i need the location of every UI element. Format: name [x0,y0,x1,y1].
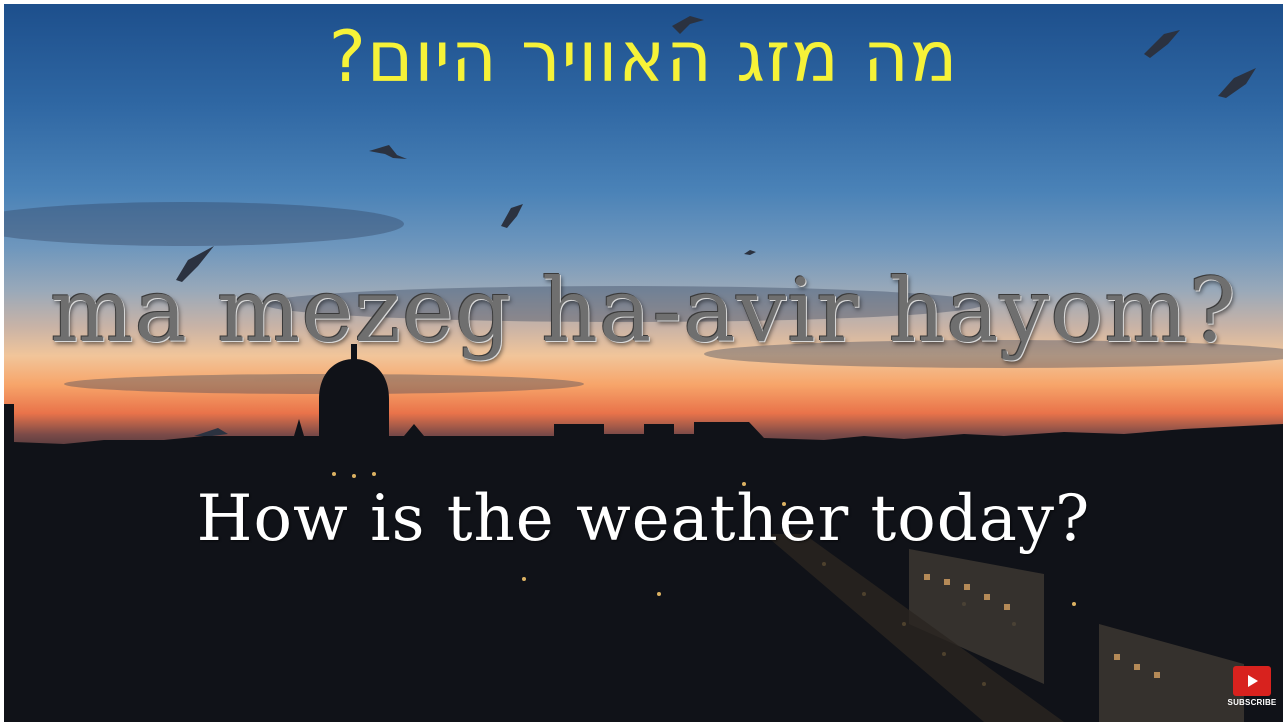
play-icon [1233,666,1271,696]
hebrew-phrase: מה מזג האוויר היום? [328,16,959,98]
video-frame [4,4,1283,722]
english-translation: How is the weather today? [196,482,1091,556]
city-sunset-scene [4,4,1283,722]
subscribe-label: SUBSCRIBE [1227,698,1277,707]
transliteration-phrase: ma mezeg ha-avir hayom? [50,259,1237,362]
subscribe-button[interactable] [1227,666,1277,712]
